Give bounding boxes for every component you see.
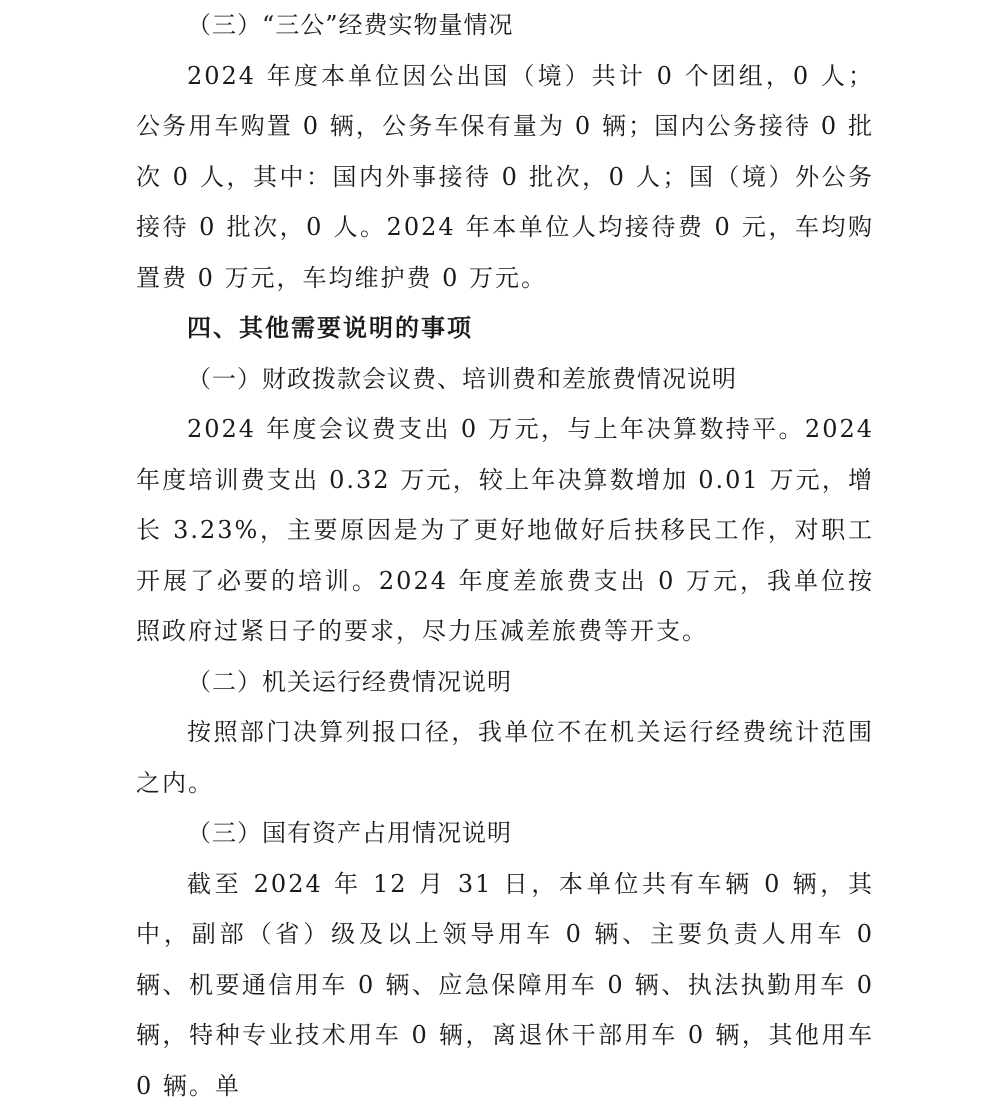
paragraph-sangong-quantity: 2024 年度本单位因公出国（境）共计 0 个团组，0 人；公务用车购置 0 辆，公务车保有量为 0 辆；国内公务接待 0 批次 0 人，其中：国内外事接待 0 批次，0 人；国（境）外公务接待 0 批次，0 人。2024 年本单位人均接待费 0 元，车均购置费 0 万元，车均维护费 0 万元。: [136, 51, 874, 304]
document-page: [136, 0, 874, 1111]
section-heading-other-matters: 四、其他需要说明的事项: [136, 303, 874, 354]
subsection-heading-state-assets: （三）国有资产占用情况说明: [136, 808, 874, 859]
paragraph-meeting-training-travel: 2024 年度会议费支出 0 万元，与上年决算数持平。2024 年度培训费支出 0.32 万元，较上年决算数增加 0.01 万元，增长 3.23%，主要原因是为了更好地做好后扶移民工作，对职工开展了必要的培训。2024 年度差旅费支出 0 万元，我单位按照政府过紧日子的要求，尽力压减差旅费等开支。: [136, 404, 874, 657]
subsection-heading-operating-expenses: （二）机关运行经费情况说明: [136, 657, 874, 708]
paragraph-operating-expenses: 按照部门决算列报口径，我单位不在机关运行经费统计范围之内。: [136, 707, 874, 808]
paragraph-state-assets: 截至 2024 年 12 月 31 日，本单位共有车辆 0 辆，其中，副部（省）级及以上领导用车 0 辆、主要负责人用车 0 辆、机要通信用车 0 辆、应急保障用车 0 辆、执法执勤用车 0 辆，特种专业技术用车 0 辆，离退休干部用车 0 辆，其他用车 0 辆。单: [136, 859, 874, 1111]
section-heading-sangong-quantity: （三）“三公”经费实物量情况: [136, 0, 874, 51]
subsection-heading-meeting-training-travel: （一）财政拨款会议费、培训费和差旅费情况说明: [136, 354, 874, 405]
